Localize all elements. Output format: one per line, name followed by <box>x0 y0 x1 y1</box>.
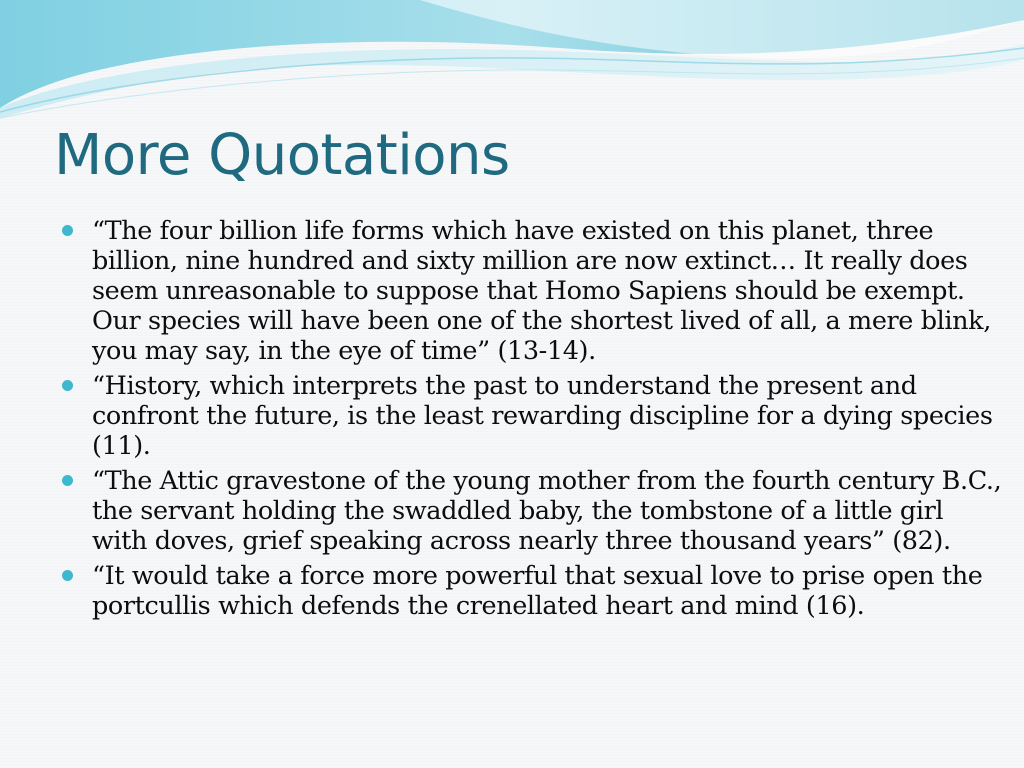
bullet-dot-icon <box>62 380 73 391</box>
bullet-item <box>62 371 1002 461</box>
bullet-dot-icon <box>62 475 73 486</box>
bullet-text: “The four billion life forms which have existed on this planet, three billion, nine hundred and sixty million are now extinct… It really does seem unreasonable to suppose that Homo Sapiens should be exempt. Our species will have been one of the shortest lived of all, a mere blink, you may say, in the eye of time” (13-14). <box>92 216 991 366</box>
bullet-item <box>62 466 1002 556</box>
bullet-item <box>62 561 1002 621</box>
bullet-item <box>62 216 1002 366</box>
bullet-text: “History, which interprets the past to understand the present and confront the future, is the least rewarding discipline for a dying species (11). <box>92 371 993 461</box>
bullet-dot-icon <box>62 225 73 236</box>
bullet-dot-icon <box>62 570 73 581</box>
bullet-text: “The Attic gravestone of the young mother from the fourth century B.C., the servant holding the swaddled baby, the tombstone of a little girl with doves, grief speaking across nearly three thousand years” (82). <box>92 466 1002 556</box>
bullet-text: “It would take a force more powerful that sexual love to prise open the portcullis which defends the crenellated heart and mind (16). <box>92 561 983 621</box>
bullet-list <box>62 216 1002 626</box>
header-wave-decoration <box>0 0 1024 130</box>
slide-title: More Quotations <box>54 123 510 188</box>
